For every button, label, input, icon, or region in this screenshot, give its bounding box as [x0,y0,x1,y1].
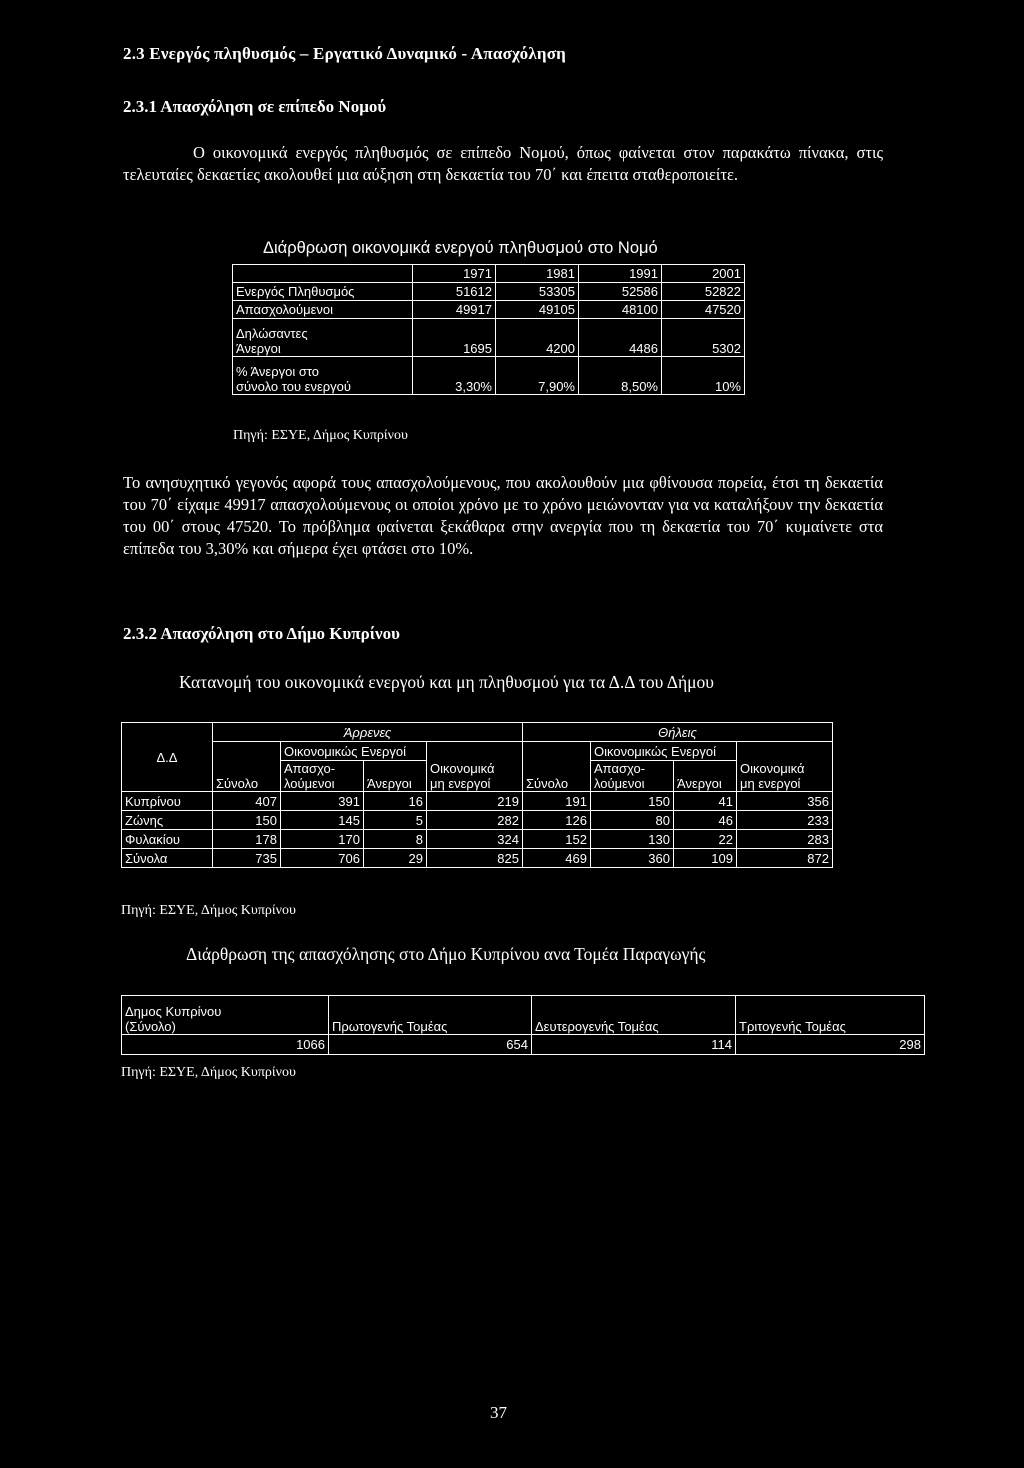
row-label: Απασχολούμενοι [233,301,413,319]
table-header-row [122,996,925,1035]
paragraph-text: Ο οικονομικά ενεργός πληθυσμός σε επίπεδο Νομού, όπως φαίνεται στον παρακάτω πίνακα, στις τελευταίες δεκαετίες ακολουθεί μια αύξηση στη δεκαετία του 70΄ και έπειτα σταθεροποιείτε. [123,143,883,184]
table-cell: 10% [662,357,745,395]
paragraph-text: Το ανησυχητικό γεγονός αφορά τους απασχολούμενους, που ακολουθούν μια φθίνουσα πορεία, έτσι τη δεκαετία του 70΄ είχαμε 49917 απασχολούμενους οι οποίοι χρόνο με το χρόνο μειώνονταν για να καταλήξουν την δεκαετία του 00΄ στους 47520. Το πρόβλημα φαίνεται ξεκάθαρα στην ανεργία που τη δεκαετία του 70΄ κυμαίνετε στα επίπεδα του 3,30% και σήμερα έχει φτάσει στο 10%. [123,473,883,558]
table-cell: 3,30% [413,357,496,395]
tertiary-sector-header: Τριτογενής Τομέας [736,996,925,1035]
table-cell: 16 [364,792,427,811]
table-cell: 191 [523,792,591,811]
table-cell: 41 [674,792,737,811]
table-cell: 80 [591,811,674,830]
table-cell: 8,50% [579,357,662,395]
year-header: 1971 [413,265,496,283]
table-cell: 5302 [662,319,745,357]
table-cell: 150 [213,811,281,830]
table-cell: 130 [591,830,674,849]
total-header: Σύνολο [213,742,281,792]
table-cell: 52586 [579,283,662,301]
intro-paragraph [123,142,883,186]
table-cell: 145 [281,811,364,830]
table-cell: 8 [364,830,427,849]
table-cell: 114 [532,1035,736,1055]
table-cell: 22 [674,830,737,849]
row-label: Ενεργός Πληθυσμός [233,283,413,301]
unemployed-header: Άνεργοι [364,761,427,792]
row-label-line: σύνολο του ενεργού [236,379,351,394]
primary-sector-header: Πρωτογενής Τομέας [329,996,532,1035]
header-line: (Σύνολο) [125,1019,176,1034]
table1-caption: Διάρθρωση οικονομικά ενεργού πληθυσμού στο Νομό [263,239,658,257]
header-line: Απασχο- [594,761,646,776]
header-line: μη ενεργοί [740,776,801,791]
table-cell: 391 [281,792,364,811]
row-label-line: Άνεργοι [236,341,281,356]
table-cell: 150 [591,792,674,811]
year-header: 2001 [662,265,745,283]
section-heading: 2.3 Ενεργός πληθυσμός – Εργατικό Δυναμικό - Απασχόληση [123,44,567,63]
table-cell: 51612 [413,283,496,301]
table-cell: 178 [213,830,281,849]
analysis-paragraph [123,472,883,560]
district-name: Κυπρίνου [122,792,213,811]
subsection-heading: 2.3.2 Απασχόληση στο Δήμο Κυπρίνου [123,624,400,643]
header-line: λούμενοι [284,776,335,791]
table-cell: 233 [737,811,833,830]
unemployed-header: Άνεργοι [674,761,737,792]
econ-active-header: Οικονομικώς Ενεργοί [281,742,427,761]
year-header: 1991 [579,265,662,283]
row-label-line: Δηλώσαντες [236,326,308,341]
table-cell: 52822 [662,283,745,301]
table-header-row [233,265,745,283]
table1-source: Πηγή: ΕΣΥΕ, Δήμος Κυπρίνου [233,428,408,443]
header-line: Οικονομικά [430,761,495,776]
table-cell: 360 [591,849,674,868]
table-cell: 324 [427,830,523,849]
table2-source: Πηγή: ΕΣΥΕ, Δήμος Κυπρίνου [121,903,296,918]
table-cell: 5 [364,811,427,830]
table-row [233,319,745,357]
table-header-row [122,723,833,742]
table-cell: 283 [737,830,833,849]
header-line: Δημος Κυπρίνου [125,1004,222,1019]
table-cell: 872 [737,849,833,868]
active-population-table [232,264,745,395]
table2-caption: Κατανομή του οικονομικά ενεργού και μη πληθυσμού για τα Δ.Δ του Δήμου [179,672,714,692]
municipality-header [122,996,329,1035]
sector-employment-table [121,995,925,1055]
table-cell: 825 [427,849,523,868]
inactive-header [737,742,833,792]
table-cell: 654 [329,1035,532,1055]
district-name: Ζώνης [122,811,213,830]
table3-source: Πηγή: ΕΣΥΕ, Δήμος Κυπρίνου [121,1065,296,1080]
table-cell: 49917 [413,301,496,319]
header-line: λούμενοι [594,776,645,791]
table-row [122,792,833,811]
table-cell: 735 [213,849,281,868]
district-header: Δ.Δ [122,723,213,792]
table-cell [233,265,413,283]
subsection-heading: 2.3.1 Απασχόληση σε επίπεδο Νομού [123,97,387,116]
header-line: Απασχο- [284,761,336,776]
total-header: Σύνολο [523,742,591,792]
table-cell: 1695 [413,319,496,357]
table-cell: 49105 [496,301,579,319]
table-cell: 53305 [496,283,579,301]
table-cell: 1066 [122,1035,329,1055]
table-cell: 46 [674,811,737,830]
table-cell: 219 [427,792,523,811]
table-cell: 29 [364,849,427,868]
table-row [122,849,833,868]
female-header: Θήλεις [523,723,833,742]
row-label [233,319,413,357]
table-cell: 298 [736,1035,925,1055]
table-cell: 7,90% [496,357,579,395]
table3-caption: Διάρθρωση της απασχόλησης στο Δήμο Κυπρίνου ανα Τομέα Παραγωγής [186,944,706,964]
employed-header [591,761,674,792]
table-header-row [122,742,833,761]
table-cell: 4200 [496,319,579,357]
table-cell: 282 [427,811,523,830]
table-cell: 48100 [579,301,662,319]
table-cell: 356 [737,792,833,811]
table-row [122,1035,925,1055]
table-row [122,830,833,849]
table-cell: 469 [523,849,591,868]
employed-header [281,761,364,792]
row-label-line: % Άνεργοι στο [236,364,320,379]
table-row [233,301,745,319]
table-cell: 4486 [579,319,662,357]
table-cell: 109 [674,849,737,868]
inactive-header [427,742,523,792]
male-header: Άρρενες [213,723,523,742]
table-cell: 407 [213,792,281,811]
year-header: 1981 [496,265,579,283]
row-label [233,357,413,395]
table-cell: 47520 [662,301,745,319]
page-number: 37 [490,1403,507,1422]
table-cell: 706 [281,849,364,868]
table-cell: 126 [523,811,591,830]
district-name: Φυλακίου [122,830,213,849]
econ-active-header: Οικονομικώς Ενεργοί [591,742,737,761]
table-cell: 170 [281,830,364,849]
header-line: Οικονομικά [740,761,805,776]
table-cell: 152 [523,830,591,849]
district-name: Σύνολα [122,849,213,868]
table-row [122,811,833,830]
table-row [233,357,745,395]
secondary-sector-header: Δευτερογενής Τομέας [532,996,736,1035]
municipal-employment-table [121,722,833,868]
table-row [233,283,745,301]
header-line: μη ενεργοί [430,776,491,791]
